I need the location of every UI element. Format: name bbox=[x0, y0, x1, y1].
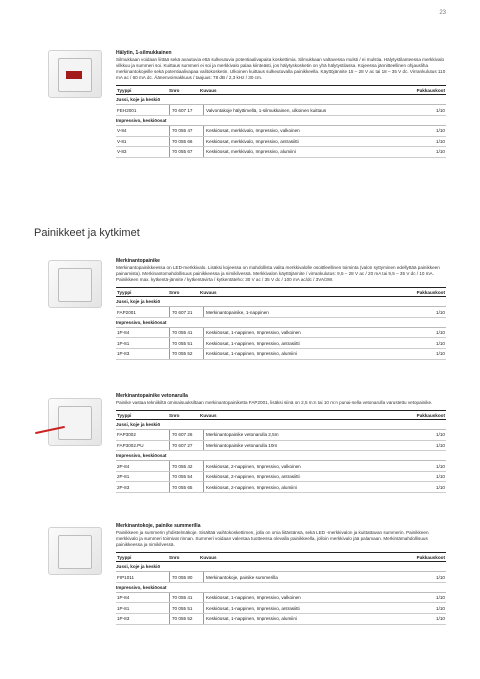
cell-code: 70 055 51 bbox=[169, 338, 203, 348]
table-header bbox=[116, 552, 446, 562]
cell-pack: 1/10 bbox=[436, 340, 445, 346]
col-type-header: Tyyppi bbox=[117, 289, 132, 295]
section-description: Merkinantopainikkeessa on LED-merkkivalo. Lisäksi kojeessa on mahdollista valita merkkivalolle osoittleellinen toiminta (valon syttyminen edellyttää painikkeen painamista). Merkinantomahdollisuus painikkeessa ja nimikilvessä. Merkkivalon käyttöjännite / virrankulutus: 9,5 – 28 V ac / 20 mA tai 9,5 – 35 V dc / 10 mA. Painikkeen max. kytkentä-jännite / kytkentävirta / kytkentäteho: 30 V ac / 35 V dc / 100 mA ac/dc / 3VA/3W. bbox=[116, 265, 440, 283]
cell-type: 2P-84 bbox=[117, 463, 130, 469]
table-group-label: Impressivo, keskiöosat bbox=[116, 451, 446, 461]
cell-code: 70 055 80 bbox=[169, 572, 203, 582]
cell-pack: 1/10 bbox=[436, 107, 445, 113]
cell-code: 70 055 41 bbox=[169, 328, 203, 338]
table-row bbox=[116, 593, 446, 604]
cell-desc: Merkinantopainike vetonarulla 2,5m bbox=[203, 430, 405, 440]
cell-pack: 1/10 bbox=[436, 128, 445, 134]
cell-code: 70 055 47 bbox=[169, 126, 203, 136]
table-row bbox=[116, 430, 446, 441]
col-desc-header: Kuvaus bbox=[200, 554, 217, 560]
col-type-header: Tyyppi bbox=[117, 554, 132, 560]
product-section bbox=[116, 393, 446, 493]
col-pack-header: Pakkauskoot bbox=[416, 412, 445, 418]
section-title: Merkinantopainike bbox=[116, 258, 160, 264]
cell-type: V-81 bbox=[117, 138, 127, 144]
cell-type: FAP2001 bbox=[117, 309, 136, 315]
table-row bbox=[116, 147, 446, 158]
cell-code: 70 055 51 bbox=[169, 603, 203, 613]
table-group-label: Impressivo, keskiöosat bbox=[116, 583, 446, 593]
table-group-label: Jussi, koje ja keskiö bbox=[116, 297, 446, 307]
cell-code: 70 607 26 bbox=[169, 430, 203, 440]
table-row bbox=[116, 328, 446, 339]
cell-desc: Keskiöosat, merkkivalo, Impressivo, antrasiitti bbox=[203, 137, 405, 147]
cell-pack: 1/10 bbox=[436, 149, 445, 155]
cell-code: 70 055 67 bbox=[169, 147, 203, 157]
cell-type: 1P-84 bbox=[117, 595, 130, 601]
table-header bbox=[116, 85, 446, 95]
table-row bbox=[116, 482, 446, 493]
cell-pack: 1/10 bbox=[436, 463, 445, 469]
col-type-header: Tyyppi bbox=[117, 87, 132, 93]
cell-pack: 1/10 bbox=[436, 330, 445, 336]
table-header bbox=[116, 287, 446, 297]
cell-pack: 1/10 bbox=[436, 574, 445, 580]
table-row bbox=[116, 603, 446, 614]
col-code-header: Snro bbox=[169, 554, 180, 560]
cell-desc: Merkinantokoje, painike summerilla bbox=[203, 572, 405, 582]
col-desc-header: Kuvaus bbox=[200, 412, 217, 418]
product-image-pull-cord-button bbox=[48, 398, 102, 446]
product-section bbox=[116, 258, 446, 360]
cell-code: 70 055 52 bbox=[169, 614, 203, 624]
cell-desc: Valvontakoje hälyttimellä, 1-silmukkainen, ulkoinen kuittaus bbox=[203, 105, 405, 115]
table-row bbox=[116, 105, 446, 116]
table-group-label: Impressivo, keskiöosat bbox=[116, 318, 446, 328]
cell-desc: Keskiöosat, 1-nappinen, Impressivo, alumiini bbox=[203, 349, 405, 359]
cell-desc: Keskiöosat, 2-nappinen, Impressivo, alumiini bbox=[203, 482, 405, 492]
cell-pack: 1/10 bbox=[436, 309, 445, 315]
cell-type: 1P-81 bbox=[117, 340, 130, 346]
cell-type: V-84 bbox=[117, 128, 127, 134]
cell-type: FAP3002.PU bbox=[117, 442, 144, 448]
section-title: Merkinantokoje, painike summerilla bbox=[116, 523, 201, 529]
section-heading: Painikkeet ja kytkimet bbox=[34, 227, 140, 239]
col-code-header: Snro bbox=[169, 289, 180, 295]
cell-type: 1P-84 bbox=[117, 330, 130, 336]
cell-pack: 1/10 bbox=[436, 138, 445, 144]
cell-type: 1P-83 bbox=[117, 616, 130, 622]
cell-type: FIP1011 bbox=[117, 574, 135, 580]
cell-desc: Keskiöosat, 1-nappinen, Impressivo, antrasiitti bbox=[203, 338, 405, 348]
table-row bbox=[116, 338, 446, 349]
cell-desc: Keskiöosat, 1-nappinen, Impressivo, valkoinen bbox=[203, 328, 405, 338]
table-header bbox=[116, 410, 446, 420]
cell-code: 70 607 27 bbox=[169, 441, 203, 451]
cell-type: 2P-83 bbox=[117, 484, 130, 490]
cell-desc: Keskiöosat, 1-nappinen, Impressivo, alumiini bbox=[203, 614, 405, 624]
table-row bbox=[116, 461, 446, 472]
cell-code: 70 055 54 bbox=[169, 472, 203, 482]
cell-type: 1P-83 bbox=[117, 351, 130, 357]
product-section bbox=[116, 523, 446, 625]
cell-desc: Merkinantopainike, 1-nappinen bbox=[203, 307, 405, 317]
table-group-label: Jussi, koje ja keskiö bbox=[116, 420, 446, 430]
cell-pack: 1/10 bbox=[436, 616, 445, 622]
cell-type: 2P-81 bbox=[117, 474, 130, 480]
cell-pack: 1/10 bbox=[436, 484, 445, 490]
section-description: Silmukkaan voidaan liittää sekä avautuvia että sulkeutuvia potentiaalivapaita koskettimia. Silmukkaan valtavessa mulsti / ei mulstia. Hälytystilanteessa merkkivalo vilkkuu ja summeri soi. Kuittaus summeri ei soi ja merkkivalo palaa kiinteästi, jos hälytyskosketin on yhä hälytystilassa. Kojeessa jännitteellinen ohjausliha merkinantokojeille sekä potentiaalivapaa valitokosketin. Ulkoinen kuittaus sulkeutuvalla painikkeella. Käyttöjännite 15 – 28 V ac tai 18 – 35 V dc. Virrankulutus 110 mA ac / 60 mA dc. Äänenvoimakkuus / taajuus: 78 dB / 2,3 kHz / 30 cm. bbox=[116, 57, 446, 81]
product-section bbox=[116, 50, 446, 158]
table-row bbox=[116, 307, 446, 318]
cell-desc: Merkinantopainike vetonarulla 10m bbox=[203, 441, 405, 451]
cell-pack: 1/10 bbox=[436, 474, 445, 480]
cell-desc: Keskiöosat, merkkivalo, Impressivo, valkoinen bbox=[203, 126, 405, 136]
cell-pack: 1/10 bbox=[436, 605, 445, 611]
table-group-label: Jussi, koje ja keskiö bbox=[116, 562, 446, 572]
col-desc-header: Kuvaus bbox=[200, 87, 217, 93]
table-row bbox=[116, 472, 446, 483]
cell-code: 70 055 52 bbox=[169, 349, 203, 359]
table-group-label: Impressivo, keskiöosat bbox=[116, 116, 446, 126]
cell-code: 70 607 17 bbox=[169, 105, 203, 115]
table-row bbox=[116, 137, 446, 148]
cell-desc: Keskiöosat, 1-nappinen, Impressivo, antrasiitti bbox=[203, 603, 405, 613]
cell-desc: Keskiöosat, merkkivalo, Impressivo, alumiini bbox=[203, 147, 405, 157]
table-row bbox=[116, 441, 446, 452]
cell-code: 70 055 65 bbox=[169, 482, 203, 492]
table-row bbox=[116, 614, 446, 625]
section-title: Hälytin, 1-silmukkainen bbox=[116, 50, 172, 56]
cell-type: V-83 bbox=[117, 149, 127, 155]
cell-pack: 1/10 bbox=[436, 442, 445, 448]
cell-code: 70 607 21 bbox=[169, 307, 203, 317]
table-group-label: Jussi, koje ja keskiö bbox=[116, 95, 446, 105]
table-row bbox=[116, 572, 446, 583]
product-image-alarm bbox=[48, 50, 102, 98]
col-pack-header: Pakkauskoot bbox=[416, 289, 445, 295]
cell-type: 1P-81 bbox=[117, 605, 130, 611]
col-pack-header: Pakkauskoot bbox=[416, 554, 445, 560]
page-number: 23 bbox=[439, 10, 446, 16]
cell-type: FEH2001 bbox=[117, 107, 137, 113]
col-code-header: Snro bbox=[169, 87, 180, 93]
cell-code: 70 055 41 bbox=[169, 593, 203, 603]
section-title: Merkinantopainike vetonarulla bbox=[116, 393, 188, 399]
product-image-signal-button bbox=[48, 260, 102, 308]
cell-pack: 1/10 bbox=[436, 595, 445, 601]
section-description: Painikkeen ja summerin yhdistelmäkoje. Sisältää vaihtokoskettimen, jolla on oma liitäntänsä, sekä LED -merkkivalon ja kuittattavan summerin. Painikkeen merkkivalo ja summeri toimivat rinnan. Summeri voidaan valentaa tuotteessa olevalla painikkeella, jolloin merkkivalo jää palamaan. Merkintämahdollisuus painikkeessa ja nimikilvessä. bbox=[116, 530, 429, 548]
cell-code: 70 055 42 bbox=[169, 461, 203, 471]
product-image-buzzer-button bbox=[48, 527, 102, 575]
col-code-header: Snro bbox=[169, 412, 180, 418]
cell-type: FAP3002 bbox=[117, 432, 136, 438]
cell-code: 70 055 66 bbox=[169, 137, 203, 147]
col-desc-header: Kuvaus bbox=[200, 289, 217, 295]
section-description: Painike vastaa tekniikiltä ominaisuuksiltaan merkinantopainiketta FAP2001, lisäksi siinä on 2,5 m:n tai 10 m:n punai-sella vetonarulla varustettu vetopainike. bbox=[116, 400, 433, 405]
table-row bbox=[116, 126, 446, 137]
cell-pack: 1/10 bbox=[436, 351, 445, 357]
cell-desc: Keskiöosat, 2-nappinen, Impressivo, antrasiitti bbox=[203, 472, 405, 482]
cell-desc: Keskiöosat, 2-nappinen, Impressivo, valkoinen bbox=[203, 461, 405, 471]
col-pack-header: Pakkauskoot bbox=[416, 87, 445, 93]
cell-pack: 1/10 bbox=[436, 432, 445, 438]
table-row bbox=[116, 349, 446, 360]
cell-desc: Keskiöosat, 1-nappinen, Impressivo, valkoinen bbox=[203, 593, 405, 603]
col-type-header: Tyyppi bbox=[117, 412, 132, 418]
